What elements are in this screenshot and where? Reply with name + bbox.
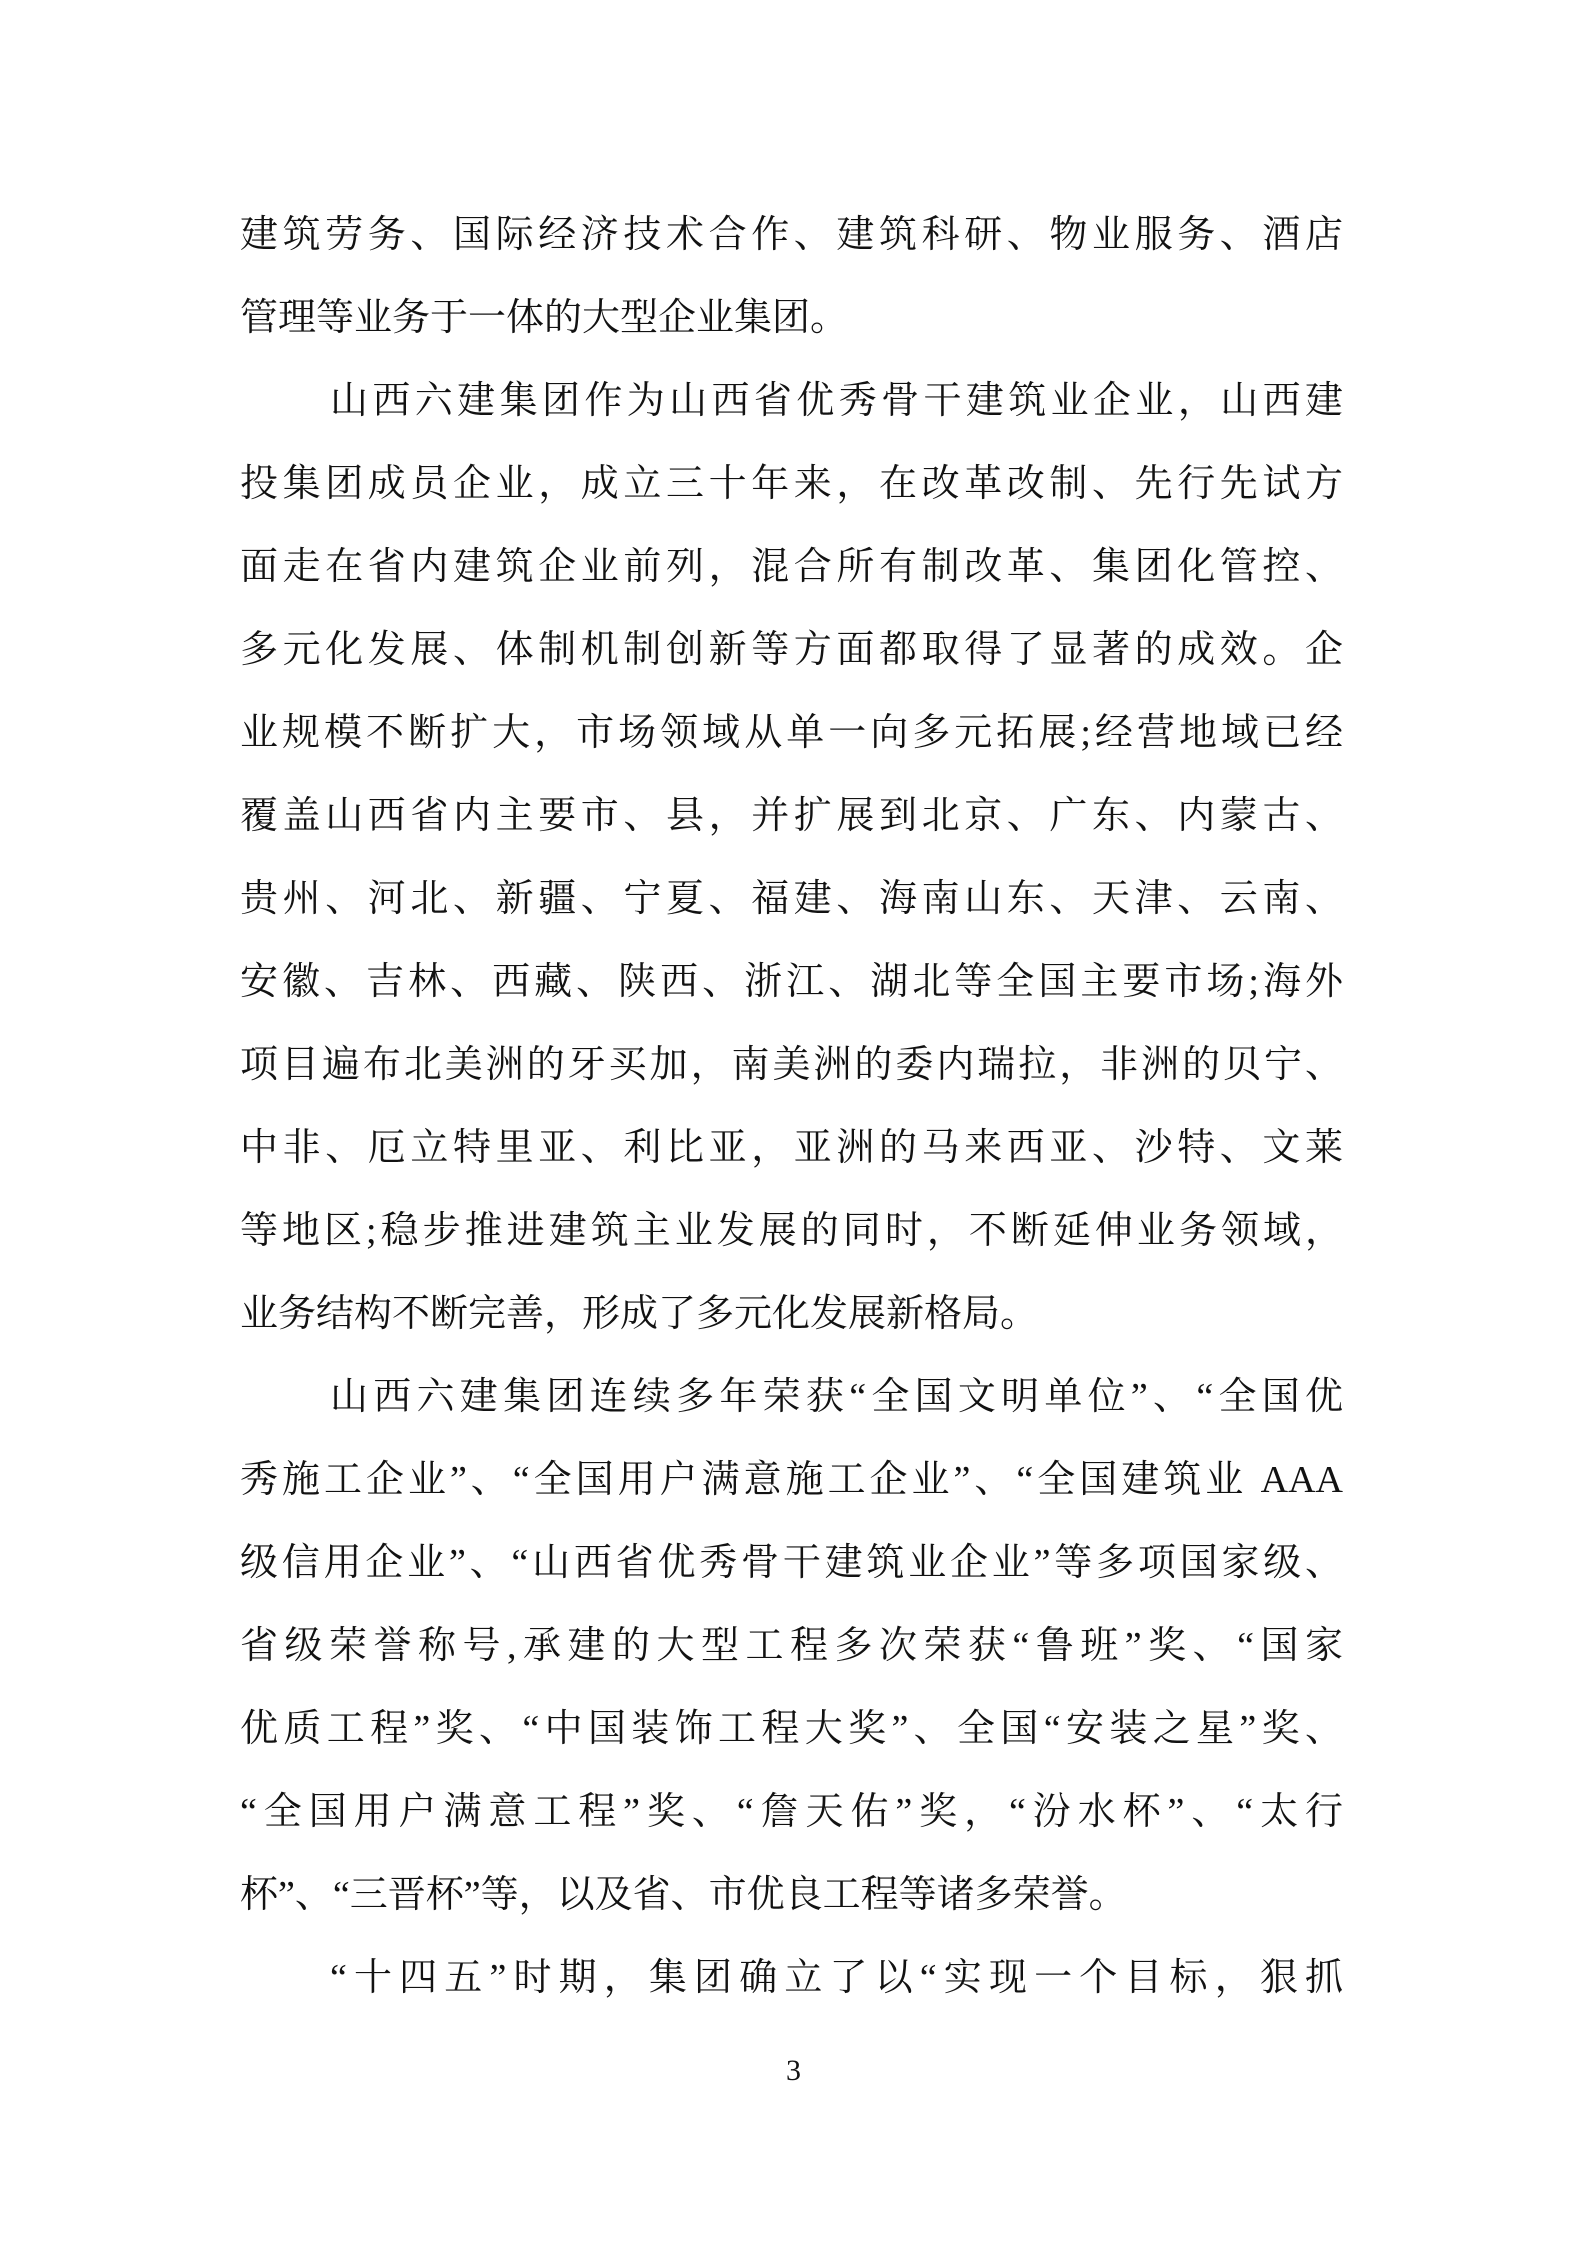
text-line: 项目遍布北美洲的牙买加，南美洲的委内瑞拉，非洲的贝宁、 [240, 1044, 1343, 1086]
text-line: 中非、厄立特里亚、利比亚，亚洲的马来西亚、沙特、文莱 [240, 1127, 1343, 1169]
text-line: 级信用企业”、“山西省优秀骨干建筑业企业”等多项国家级、 [240, 1542, 1343, 1584]
text-line: 优质工程”奖、“中国装饰工程大奖”、全国“安装之星”奖、 [240, 1708, 1343, 1750]
page-number: 3 [786, 2054, 801, 2087]
text-line: “全国用户满意工程”奖、“詹天佑”奖，“汾水杯”、“太行 [240, 1791, 1343, 1833]
text-line: 等地区;稳步推进建筑主业发展的同时，不断延伸业务领域， [240, 1210, 1343, 1252]
text-line: “十四五”时期，集团确立了以“实现一个目标，狠抓 [330, 1957, 1343, 1999]
text-line: 覆盖山西省内主要市、县，并扩展到北京、广东、内蒙古、 [240, 795, 1343, 837]
text-line: 投集团成员企业，成立三十年来，在改革改制、先行先试方 [240, 463, 1343, 505]
text-line: 多元化发展、体制机制创新等方面都取得了显著的成效。企 [240, 629, 1343, 671]
text-line: 贵州、河北、新疆、宁夏、福建、海南山东、天津、云南、 [240, 878, 1343, 920]
text-line: 业规模不断扩大，市场领域从单一向多元拓展;经营地域已经 [240, 712, 1343, 754]
text-line: 管理等业务于一体的大型企业集团。 [240, 297, 849, 339]
text-line: 省级荣誉称号,承建的大型工程多次荣获“鲁班”奖、“国家 [240, 1625, 1343, 1667]
text-line: 秀施工企业”、“全国用户满意施工企业”、“全国建筑业 AAA [240, 1459, 1343, 1501]
text-line: 山西六建集团作为山西省优秀骨干建筑业企业，山西建 [330, 380, 1343, 422]
text-line: 面走在省内建筑企业前列，混合所有制改革、集团化管控、 [240, 546, 1343, 588]
text-line: 山西六建集团连续多年荣获“全国文明单位”、“全国优 [330, 1376, 1343, 1418]
text-line: 建筑劳务、国际经济技术合作、建筑科研、物业服务、酒店 [240, 214, 1343, 256]
text-line: 安徽、吉林、西藏、陕西、浙江、湖北等全国主要市场;海外 [240, 961, 1343, 1003]
text-line: 杯”、“三晋杯”等，以及省、市优良工程等诸多荣誉。 [240, 1874, 1127, 1916]
document-text [240, 194, 1343, 2020]
text-line: 业务结构不断完善，形成了多元化发展新格局。 [240, 1293, 1039, 1335]
